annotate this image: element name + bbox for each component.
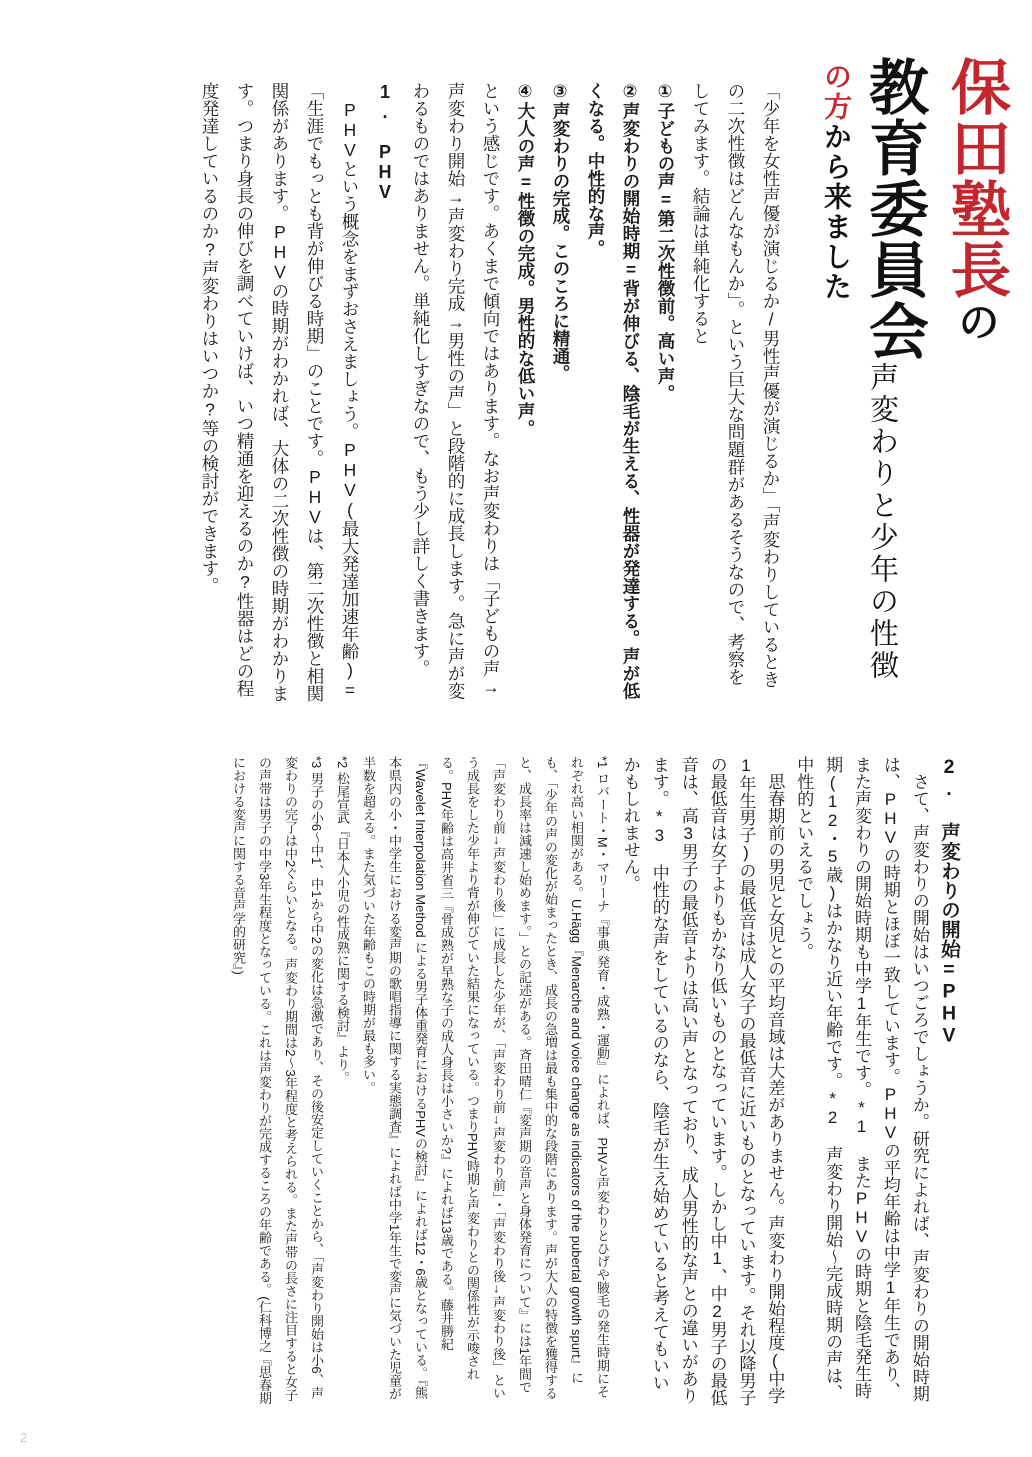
section2-heading: 2. 声変わりの開始=PHV — [938, 756, 960, 1047]
section2-paragraph-1: さて、声変わりの開始はいつごろでしょうか。研究によれば、声変わりの開始時期は、PHVの時期とほぼ一致しています。PHVの平均年齢は中学1年生であり、また声変わりの開始時期も中学1年生です。*1 またPHVの時期と陰毛発生時期(12・5歳)はかなり近い年齢です。*2 声変わり開始〜完成時期の声は、中性的といえるでしょう。 — [794, 756, 929, 1402]
section1-heading: 1. PHV — [375, 82, 395, 202]
title-main-particle: の — [953, 300, 1000, 343]
footnote-1: *1 ロバート・M・マリーナ『事典 発育・成熟・運動』によれば、PHVと声変わりとひげや腋毛の発生時期にそれぞれ高い相関がある。U.Hägg『Menarche and voice change as indicators of the pubertal growth spurt』にも、「少年の声の変化が始まったとき、成長の急増は最も集中的な段階にあります。声が大人の特徴を獲得すると、成長率は減速し始めます。」との記述がある。斉田晴仁『変声期の音声と身体発育について』には1年間で「声変わり前→声変わり後」に成長した少年が、「声変わり前→声変わり前」・「声変わり後→声変わり後」という成長をした少年より背が伸びていた結果になっている。つまりPHV時期と声変わりとの関係性が示唆される。PHV年齢は高井省三『骨成熟が早熟な子の成人身長は小さいか?』によれば13歳である。藤井勝紀『Wavelet Interpolation Method による男子体重発育におけるPHVの検討』によれば12・6歳となっている。『熊本県内の小・中学生における変声期の歌唱指導に関する実態調査』によれば中学1年生で変声に気づいた児童が半数を超える。また気づいた年齢もこの時期が最も多い。 — [361, 756, 611, 1401]
title-main-red-text: 保田塾長 — [943, 56, 1010, 300]
title-main-line — [943, 56, 1010, 343]
page-subtitle: 声変わりと少年の性徴 — [866, 362, 898, 682]
intro-item-2: ②声変わりの開始時期=背が伸びる、陰毛が生える、性器が発達する。声が低くなる。中性的な声。 — [586, 82, 641, 700]
title-main-black-text: 教育委員会 — [861, 56, 928, 361]
intro-section — [192, 82, 788, 702]
intro-item-1: ①子どもの声=第二次性徴前。高い声。 — [656, 82, 676, 402]
footnote-3: *3 男子の小6〜中1、中1から中2の変化は急激であり、その後安定していくことから、「声変わり開始は小6、声変わりの完了は中2ぐらいとなる。声変わり期間は2〜3年程度と考えられる。また声帯の長さに注目すると女子の声帯は男子の中学3年生程度となっている。これは声変わりが完成するころの年齢である。(仁科博之『思春期における変声に関する音声学的研究』) — [231, 756, 325, 1405]
section1-body-paragraph: PHVという概念をまずおさえましょう。PHV(最大発達加速年齢)=「生涯でもっとも背が伸びる時期」のことです。PHVは、第二次性徴と相関関係があります。PHVの時期がわかれば、大体の二次性徴の時期がわかります。つまり身長の伸びを調べていけば、いつ精通を迎えるのか?性器はどの程度発達しているのか?声変わりはいつか?等の検討ができます。 — [200, 82, 360, 702]
section2 — [225, 756, 964, 1406]
title-tail-line — [822, 62, 850, 302]
footnote-2: *2 松尾宣武『日本人小児の性成熟に関する検討』より。 — [335, 756, 351, 1084]
intro-outro-paragraph: という感じです。あくまで傾向ではあります。なお声変わりは「子どもの声→声変わり開始→声変わり完成→男性の声」と段階的に成長します。急に声が変わるものではありません。単純化しすぎなので、もう少し詳しく書きます。 — [411, 82, 501, 700]
title-tail-black-text: から来ました — [821, 122, 852, 302]
intro-lead-paragraph: 「少年を女性声優が演じるか/男性声優が演じるか」「声変わりしているときの二次性徴はどんなもんか」。という巨大な問題群があるそうなので、考察をしてみます。結論は単純化すると — [691, 82, 781, 689]
footnotes-block — [225, 756, 615, 1406]
intro-item-4: ④大人の声=性徴の完成。男性的な低い声。 — [516, 82, 536, 437]
page-number: 2 — [20, 1430, 28, 1445]
title-tail-red-text: の方 — [821, 62, 852, 122]
section2-paragraph-2: 思春期前の男児と女児との平均音域は大差がありません。声変わり開始程度(中学1年生男子)の最低音は成人女子の最低音に近いものとなっています。それ以降男子の最低音は女子よりもかなり低いものとなっています。しかし中1、中2男子の最低音は、高3男子の最低音よりは高い声となっており、成人男性的な声との違いがあります。*3 中性的な声をしているのなら、陰毛が生え始めていると考えてもいいかもしれません。 — [620, 756, 785, 1406]
intro-item-3: ③声変わりの完成。このころに精通。 — [551, 82, 571, 382]
